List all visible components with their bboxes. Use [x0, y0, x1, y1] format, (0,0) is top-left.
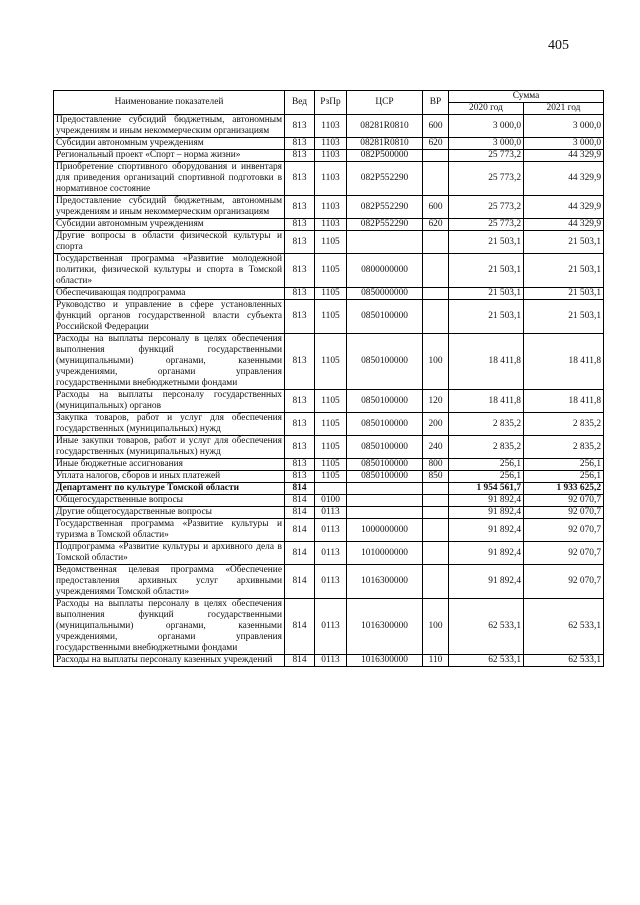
cell-vr: 620 — [423, 219, 449, 231]
cell-amount-2020: 3 000,0 — [449, 115, 524, 138]
cell-name: Руководство и управление в сфере установленных функций органов государственной власти субъекта Российской Федерации — [54, 300, 285, 334]
cell-vr: 240 — [423, 436, 449, 459]
cell-csr: 0850100000 — [347, 459, 423, 471]
cell-ved: 813 — [285, 115, 315, 138]
cell-amount-2021: 44 329,9 — [524, 196, 604, 219]
cell-name: Департамент по культуре Томской области — [54, 483, 285, 495]
cell-csr — [347, 231, 423, 254]
table-row — [54, 300, 604, 334]
cell-csr: 08281R0810 — [347, 115, 423, 138]
cell-ved: 813 — [285, 413, 315, 436]
table-row — [54, 115, 604, 138]
cell-rzpr: 1103 — [315, 115, 347, 138]
cell-vr: 200 — [423, 413, 449, 436]
cell-amount-2021: 62 533,1 — [524, 655, 604, 667]
table-row — [54, 436, 604, 459]
cell-ved: 813 — [285, 300, 315, 334]
cell-ved: 813 — [285, 390, 315, 413]
cell-name: Другие общегосударственные вопросы — [54, 507, 285, 519]
cell-rzpr: 0113 — [315, 519, 347, 542]
cell-vr — [423, 483, 449, 495]
cell-csr: 1000000000 — [347, 519, 423, 542]
cell-csr: 0850100000 — [347, 334, 423, 390]
cell-amount-2020: 62 533,1 — [449, 599, 524, 655]
cell-ved: 813 — [285, 196, 315, 219]
cell-vr — [423, 565, 449, 599]
cell-rzpr: 1105 — [315, 334, 347, 390]
cell-amount-2021: 3 000,0 — [524, 115, 604, 138]
cell-rzpr: 1105 — [315, 390, 347, 413]
cell-rzpr: 1103 — [315, 162, 347, 196]
cell-rzpr: 0113 — [315, 565, 347, 599]
cell-amount-2020: 21 503,1 — [449, 288, 524, 300]
cell-amount-2021: 92 070,7 — [524, 519, 604, 542]
cell-amount-2020: 18 411,8 — [449, 334, 524, 390]
cell-rzpr: 0100 — [315, 495, 347, 507]
cell-ved: 814 — [285, 507, 315, 519]
cell-amount-2021: 3 000,0 — [524, 138, 604, 150]
col-header-2020: 2020 год — [449, 103, 524, 115]
cell-ved: 813 — [285, 150, 315, 162]
table-row — [54, 219, 604, 231]
cell-csr: 0800000000 — [347, 254, 423, 288]
cell-amount-2020: 25 773,2 — [449, 150, 524, 162]
cell-name: Государственная программа «Развитие культуры и туризма в Томской области» — [54, 519, 285, 542]
cell-rzpr: 1105 — [315, 413, 347, 436]
col-header-2021: 2021 год — [524, 103, 604, 115]
cell-vr: 100 — [423, 599, 449, 655]
cell-vr — [423, 300, 449, 334]
cell-amount-2020: 91 892,4 — [449, 519, 524, 542]
cell-vr: 100 — [423, 334, 449, 390]
cell-csr: 1016300000 — [347, 655, 423, 667]
cell-name: Расходы на выплаты персоналу казенных учреждений — [54, 655, 285, 667]
cell-vr: 850 — [423, 471, 449, 483]
cell-name: Приобретение спортивного оборудования и инвентаря для приведения организаций спортивной подготовки в нормативное состояние — [54, 162, 285, 196]
cell-csr: 0850100000 — [347, 390, 423, 413]
cell-csr: 0850100000 — [347, 300, 423, 334]
cell-rzpr: 0113 — [315, 542, 347, 565]
cell-csr: 0850100000 — [347, 413, 423, 436]
cell-rzpr: 1105 — [315, 231, 347, 254]
cell-amount-2021: 21 503,1 — [524, 231, 604, 254]
cell-ved: 814 — [285, 655, 315, 667]
cell-vr — [423, 150, 449, 162]
cell-amount-2020: 91 892,4 — [449, 542, 524, 565]
cell-name: Субсидии автономным учреждениям — [54, 138, 285, 150]
cell-rzpr: 1103 — [315, 138, 347, 150]
cell-vr — [423, 288, 449, 300]
cell-amount-2020: 91 892,4 — [449, 565, 524, 599]
cell-amount-2021: 18 411,8 — [524, 334, 604, 390]
cell-ved: 813 — [285, 162, 315, 196]
cell-rzpr: 1105 — [315, 254, 347, 288]
cell-ved: 813 — [285, 231, 315, 254]
col-header-sum: Сумма — [449, 91, 604, 103]
cell-name: Иные закупки товаров, работ и услуг для обеспечения государственных (муниципальных) нужд — [54, 436, 285, 459]
cell-rzpr: 1105 — [315, 471, 347, 483]
cell-name: Иные бюджетные ассигнования — [54, 459, 285, 471]
cell-rzpr: 1105 — [315, 436, 347, 459]
cell-vr: 110 — [423, 655, 449, 667]
cell-amount-2021: 92 070,7 — [524, 507, 604, 519]
cell-amount-2021: 92 070,7 — [524, 495, 604, 507]
cell-csr: 08281R0810 — [347, 138, 423, 150]
cell-amount-2021: 92 070,7 — [524, 542, 604, 565]
cell-csr: 082P552290 — [347, 196, 423, 219]
cell-vr — [423, 162, 449, 196]
table-row — [54, 196, 604, 219]
cell-ved: 813 — [285, 334, 315, 390]
col-header-vr: ВР — [423, 91, 449, 115]
col-header-rzpr: РзПр — [315, 91, 347, 115]
cell-amount-2021: 62 533,1 — [524, 599, 604, 655]
cell-csr: 1016300000 — [347, 565, 423, 599]
cell-amount-2021: 2 835,2 — [524, 436, 604, 459]
cell-amount-2020: 2 835,2 — [449, 436, 524, 459]
cell-csr: 082P552290 — [347, 162, 423, 196]
table-body — [54, 115, 604, 667]
cell-amount-2020: 25 773,2 — [449, 162, 524, 196]
cell-csr — [347, 483, 423, 495]
cell-amount-2020: 256,1 — [449, 471, 524, 483]
cell-ved: 813 — [285, 254, 315, 288]
table-row — [54, 599, 604, 655]
cell-amount-2020: 25 773,2 — [449, 219, 524, 231]
cell-csr — [347, 495, 423, 507]
cell-amount-2021: 2 835,2 — [524, 413, 604, 436]
cell-ved: 813 — [285, 138, 315, 150]
cell-name: Обеспечивающая подпрограмма — [54, 288, 285, 300]
cell-amount-2021: 21 503,1 — [524, 288, 604, 300]
cell-csr: 1016300000 — [347, 599, 423, 655]
cell-csr: 0850100000 — [347, 471, 423, 483]
table-row — [54, 390, 604, 413]
cell-ved: 813 — [285, 288, 315, 300]
cell-vr: 600 — [423, 196, 449, 219]
cell-rzpr — [315, 483, 347, 495]
cell-name: Уплата налогов, сборов и иных платежей — [54, 471, 285, 483]
cell-vr — [423, 231, 449, 254]
cell-name: Расходы на выплаты персоналу в целях обеспечения выполнения функций государственными (муниципальными) органами, казенными учреждениями, органами управления государственными внебюджетными фондами — [54, 599, 285, 655]
cell-amount-2021: 18 411,8 — [524, 390, 604, 413]
cell-ved: 813 — [285, 471, 315, 483]
cell-amount-2020: 2 835,2 — [449, 413, 524, 436]
cell-ved: 814 — [285, 542, 315, 565]
table-row — [54, 542, 604, 565]
cell-amount-2020: 1 954 561,7 — [449, 483, 524, 495]
cell-name: Государственная программа «Развитие молодежной политики, физической культуры и спорта в Томской области» — [54, 254, 285, 288]
cell-amount-2020: 256,1 — [449, 459, 524, 471]
cell-amount-2021: 256,1 — [524, 471, 604, 483]
cell-rzpr: 0113 — [315, 599, 347, 655]
cell-name: Другие вопросы в области физической культуры и спорта — [54, 231, 285, 254]
cell-csr: 0850100000 — [347, 436, 423, 459]
cell-amount-2021: 44 329,9 — [524, 219, 604, 231]
cell-name: Ведомственная целевая программа «Обеспечение предоставления архивных услуг архивными учреждениями Томской области» — [54, 565, 285, 599]
table-row — [54, 150, 604, 162]
table-row — [54, 162, 604, 196]
cell-name: Общегосударственные вопросы — [54, 495, 285, 507]
cell-amount-2020: 91 892,4 — [449, 495, 524, 507]
cell-csr — [347, 507, 423, 519]
cell-ved: 814 — [285, 495, 315, 507]
cell-name: Расходы на выплаты персоналу государственных (муниципальных) органов — [54, 390, 285, 413]
cell-rzpr: 1103 — [315, 150, 347, 162]
cell-amount-2020: 21 503,1 — [449, 231, 524, 254]
cell-amount-2020: 21 503,1 — [449, 254, 524, 288]
cell-rzpr: 1103 — [315, 196, 347, 219]
col-header-ved: Вед — [285, 91, 315, 115]
cell-amount-2021: 44 329,9 — [524, 150, 604, 162]
cell-vr: 800 — [423, 459, 449, 471]
cell-name: Региональный проект «Спорт – норма жизни» — [54, 150, 285, 162]
table-row — [54, 565, 604, 599]
cell-rzpr: 1105 — [315, 288, 347, 300]
cell-csr: 082P500000 — [347, 150, 423, 162]
table-row — [54, 413, 604, 436]
cell-ved: 814 — [285, 519, 315, 542]
table-row — [54, 655, 604, 667]
cell-amount-2020: 62 533,1 — [449, 655, 524, 667]
cell-amount-2021: 92 070,7 — [524, 565, 604, 599]
budget-table — [53, 90, 604, 667]
cell-name: Закупка товаров, работ и услуг для обеспечения государственных (муниципальных) нужд — [54, 413, 285, 436]
table-row — [54, 288, 604, 300]
table-row — [54, 231, 604, 254]
cell-vr: 620 — [423, 138, 449, 150]
cell-vr — [423, 507, 449, 519]
cell-vr — [423, 495, 449, 507]
table-row — [54, 471, 604, 483]
cell-ved: 813 — [285, 459, 315, 471]
cell-amount-2021: 21 503,1 — [524, 300, 604, 334]
cell-rzpr: 1105 — [315, 459, 347, 471]
cell-amount-2020: 3 000,0 — [449, 138, 524, 150]
cell-csr: 1010000000 — [347, 542, 423, 565]
cell-name: Подпрограмма «Развитие культуры и архивного дела в Томской области» — [54, 542, 285, 565]
cell-ved: 814 — [285, 483, 315, 495]
cell-name: Расходы на выплаты персоналу в целях обеспечения выполнения функций государственными (муниципальными) органами, казенными учреждениями, органами управления государственными внебюджетными фондами — [54, 334, 285, 390]
cell-amount-2020: 21 503,1 — [449, 300, 524, 334]
table-row — [54, 483, 604, 495]
cell-rzpr: 0113 — [315, 655, 347, 667]
table-row — [54, 138, 604, 150]
cell-amount-2021: 21 503,1 — [524, 254, 604, 288]
cell-vr — [423, 519, 449, 542]
cell-amount-2021: 44 329,9 — [524, 162, 604, 196]
table-row — [54, 254, 604, 288]
col-header-csr: ЦСР — [347, 91, 423, 115]
table-row — [54, 495, 604, 507]
cell-amount-2020: 91 892,4 — [449, 507, 524, 519]
table-row — [54, 334, 604, 390]
cell-amount-2021: 1 933 625,2 — [524, 483, 604, 495]
table-row — [54, 507, 604, 519]
cell-name: Предоставление субсидий бюджетным, автономным учреждениям и иным некоммерческим организациям — [54, 115, 285, 138]
page-number: 405 — [548, 38, 569, 53]
table-row — [54, 519, 604, 542]
cell-amount-2021: 256,1 — [524, 459, 604, 471]
cell-amount-2020: 25 773,2 — [449, 196, 524, 219]
cell-csr: 0850000000 — [347, 288, 423, 300]
cell-vr: 120 — [423, 390, 449, 413]
cell-name: Предоставление субсидий бюджетным, автономным учреждениям и иным некоммерческим организациям — [54, 196, 285, 219]
cell-ved: 813 — [285, 219, 315, 231]
cell-ved: 814 — [285, 599, 315, 655]
cell-rzpr: 1103 — [315, 219, 347, 231]
cell-vr: 600 — [423, 115, 449, 138]
header-row — [54, 91, 604, 103]
cell-csr: 082P552290 — [347, 219, 423, 231]
col-header-name: Наименование показателей — [54, 91, 285, 115]
cell-ved: 814 — [285, 565, 315, 599]
cell-ved: 813 — [285, 436, 315, 459]
table-row — [54, 459, 604, 471]
cell-name: Субсидии автономным учреждениям — [54, 219, 285, 231]
cell-rzpr: 1105 — [315, 300, 347, 334]
cell-amount-2020: 18 411,8 — [449, 390, 524, 413]
cell-rzpr: 0113 — [315, 507, 347, 519]
cell-vr — [423, 542, 449, 565]
cell-vr — [423, 254, 449, 288]
